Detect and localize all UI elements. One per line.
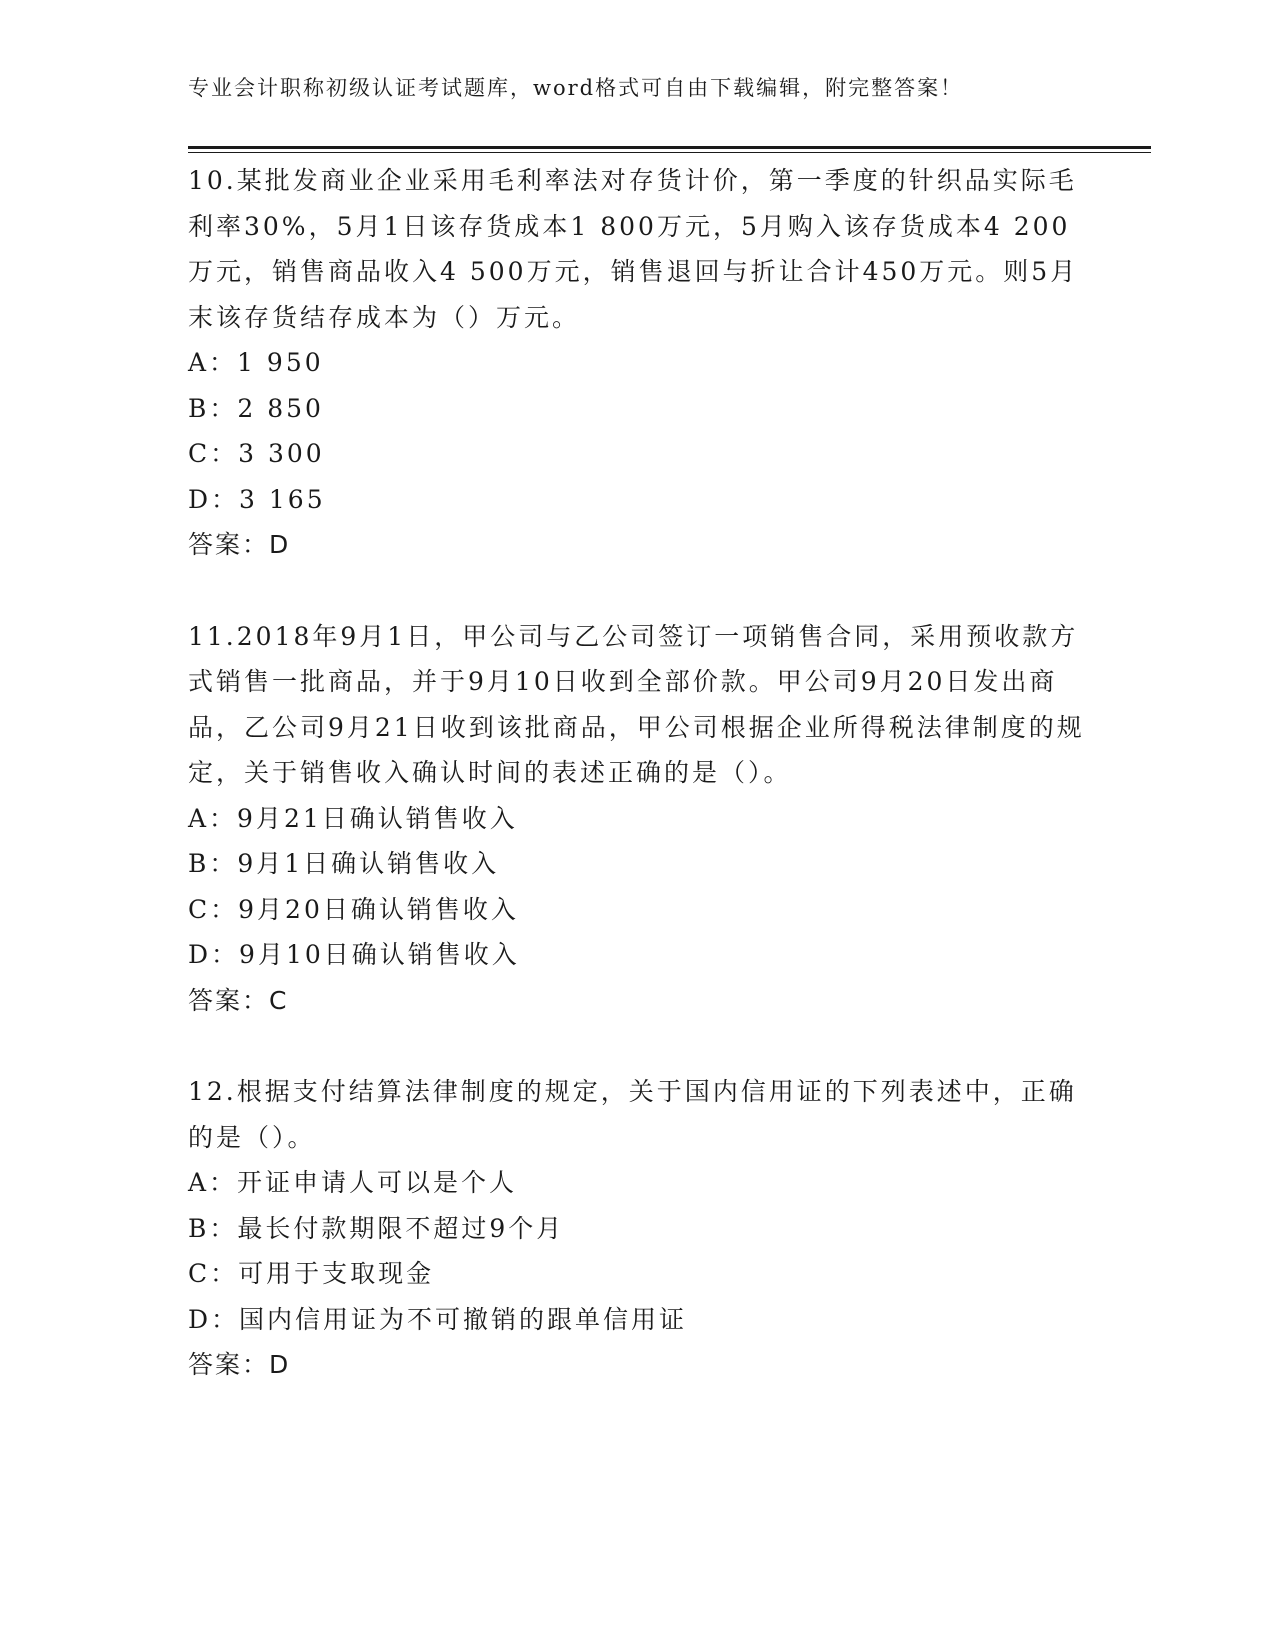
option-c: C：9月20日确认销售收入: [188, 894, 519, 924]
option-c: C：3 300: [188, 439, 325, 468]
answer-line: 答案：D: [188, 1350, 291, 1379]
page-header: 专业会计职称初级认证考试题库，word格式可自由下载编辑，附完整答案！: [188, 76, 964, 100]
option-a: A：开证申请人可以是个人: [188, 1168, 518, 1197]
option-d: D：9月10日确认销售收入: [188, 940, 520, 969]
header-divider-thick: [188, 146, 1151, 149]
option-b: B：最长付款期限不超过9个月: [188, 1213, 565, 1243]
option-b: B：9月1日确认销售收入: [188, 849, 500, 878]
option-d: D：国内信用证为不可撤销的跟单信用证: [188, 1304, 688, 1334]
question-stem: 12.根据支付结算法律制度的规定，关于国内信用证的下列表述中，正确的是（）。: [188, 1077, 1077, 1152]
question-12: [188, 1069, 1088, 1388]
answer-line: 答案：D: [188, 530, 291, 559]
question-stem: 11.2018年9月1日，甲公司与乙公司签订一项销售合同，采用预收款方式销售一批商品，并于9月10日收到全部价款。甲公司9月20日发出商品，乙公司9月21日收到该批商品，甲公司根据企业所得税法律制度的规定，关于销售收入确认时间的表述正确的是（）。: [188, 621, 1085, 787]
option-b: B：2 850: [188, 393, 324, 423]
question-stem: 10.某批发商业企业采用毛利率法对存货计价，第一季度的针织品实际毛利率30%，5月1日该存货成本1 800万元，5月购入该存货成本4 200万元，销售商品收入4 500万元，销售退回与折让合计450万元。则5月末该存货结存成本为（）万元。: [188, 166, 1079, 332]
option-a: A：1 950: [188, 348, 324, 377]
question-10: [188, 158, 1088, 568]
option-d: D：3 165: [188, 484, 326, 514]
header-divider-thin: [188, 152, 1151, 153]
question-11: [188, 614, 1088, 1024]
answer-line: 答案：C: [188, 985, 289, 1015]
option-a: A：9月21日确认销售收入: [188, 803, 518, 833]
question-list: [188, 158, 1088, 1434]
option-c: C：可用于支取现金: [188, 1259, 435, 1288]
